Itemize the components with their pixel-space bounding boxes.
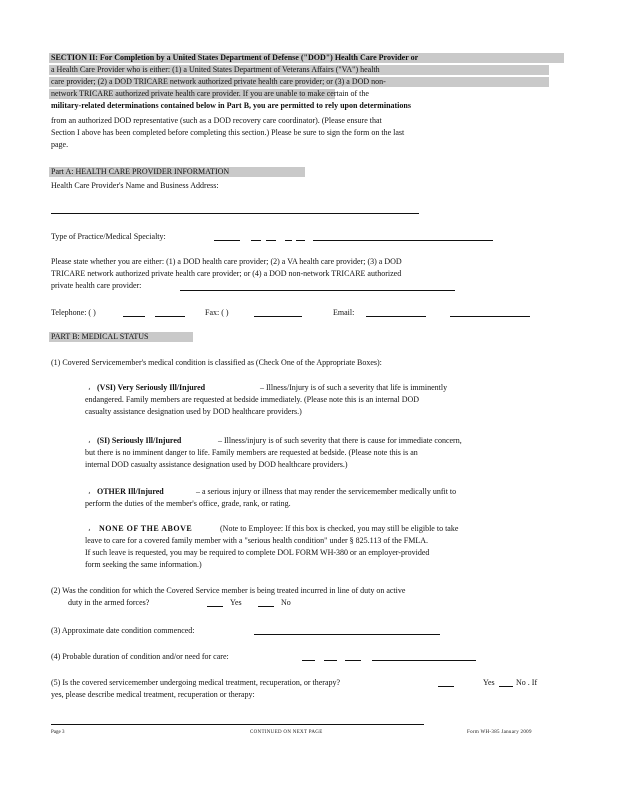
q4-duration-field[interactable] [302, 660, 315, 661]
fax-field[interactable] [254, 316, 302, 317]
vsi-text: – Illness/Injury is of such a severity that life is imminently [260, 383, 448, 392]
telephone-label: Telephone: ( ) [51, 308, 96, 317]
provider-type-question: TRICARE network authorized private health care provider; or (4) a DOD non-network TRICARE authorized [51, 269, 402, 278]
practice-specialty-label: Type of Practice/Medical Specialty: [51, 232, 166, 241]
none-text: If such leave is requested, you may be required to complete DOL FORM WH-380 or an employer-provided [85, 548, 430, 557]
question-4: (4) Probable duration of condition and/or need for care: [51, 652, 229, 661]
vsi-text: endangered. Family members are requested at bedside immediately. (Please note this is an internal DOD [85, 395, 420, 404]
none-text: form seeking the same information.) [85, 560, 202, 569]
si-text: internal DOD casualty assistance designation used by DOD healthcare providers.) [85, 460, 348, 469]
question-1: (1) Covered Servicemember's medical condition is classified as (Check One of the Appropriate Boxes): [51, 358, 382, 367]
q2-no-field[interactable] [258, 606, 274, 607]
q4-duration-field[interactable] [324, 660, 337, 661]
none-text: leave to care for a covered family member with a "serious health condition" under § 825.113 of the FMLA. [85, 536, 429, 545]
footer-form-id: Form WH-385 January 2009 [467, 730, 532, 735]
provider-type-question: private health care provider: [51, 281, 142, 290]
question-5: (5) Is the covered servicemember undergoing medical treatment, recuperation, or therapy? [51, 678, 341, 687]
other-checkbox[interactable]: ¸ [88, 485, 91, 494]
section2-line: from an authorized DOD representative (such as a DOD recovery care coordinator). (Please ensure that [51, 116, 382, 125]
provider-type-question: Please state whether you are either: (1) a DOD health care provider; (2) a VA health care provider; (3) a DOD [51, 257, 402, 266]
footer-continued: CONTINUED ON NEXT PAGE [250, 730, 323, 735]
q3-date-field[interactable] [254, 634, 440, 635]
vsi-title: (VSI) Very Seriously Ill/Injured [97, 383, 206, 392]
q4-duration-field[interactable] [345, 660, 361, 661]
section2-line: Section I above has been completed before completing this section.) Please be sure to sign the form on the last [51, 128, 405, 137]
practice-specialty-field[interactable] [285, 240, 292, 241]
q2-no-label: No [281, 598, 291, 607]
section2-line: network TRICARE authorized private health care provider. If you are unable to make certain of the [51, 89, 369, 98]
question-5: yes, please describe medical treatment, recuperation or therapy: [51, 690, 255, 699]
practice-specialty-field[interactable] [214, 240, 240, 241]
q5-blank-field[interactable] [438, 686, 454, 687]
si-title: (SI) Seriously Ill/Injured [97, 436, 182, 445]
practice-specialty-field[interactable] [251, 240, 261, 241]
provider-type-field[interactable] [180, 290, 455, 291]
question-2: duty in the armed forces? [68, 598, 150, 607]
email-label: Email: [333, 308, 355, 317]
telephone-field[interactable] [155, 316, 185, 317]
telephone-field[interactable] [123, 316, 145, 317]
q2-yes-label: Yes [230, 598, 242, 607]
part-a-heading: Part A: HEALTH CARE PROVIDER INFORMATION [49, 167, 305, 177]
q4-duration-field[interactable] [372, 660, 476, 661]
q5-no-label: No . If [516, 678, 538, 687]
none-text: (Note to Employee: If this box is checked, you may still be eligible to take [220, 524, 459, 533]
practice-specialty-field[interactable] [266, 240, 276, 241]
provider-name-address-field[interactable] [51, 213, 419, 214]
footer-page-number: Page 3 [51, 730, 65, 735]
vsi-text: casualty assistance designation used by DOD healthcare providers.) [85, 407, 302, 416]
none-checkbox[interactable]: ¸ [88, 522, 91, 531]
question-3: (3) Approximate date condition commenced: [51, 626, 195, 635]
email-field[interactable] [450, 316, 530, 317]
none-title: NONE OF THE ABOVE [99, 524, 193, 533]
practice-specialty-field[interactable] [296, 240, 305, 241]
practice-specialty-field[interactable] [313, 240, 493, 241]
q2-yes-field[interactable] [207, 606, 223, 607]
part-b-heading: PART B: MEDICAL STATUS [49, 332, 193, 342]
other-title: OTHER Ill/Injured [97, 487, 164, 496]
vsi-checkbox[interactable]: ¸ [88, 381, 91, 390]
si-text: – Illness/injury is of such severity that there is cause for immediate concern, [218, 436, 462, 445]
other-text: perform the duties of the member's office, grade, rank, or rating. [85, 499, 291, 508]
q5-description-field[interactable] [51, 724, 424, 725]
email-field[interactable] [366, 316, 426, 317]
q5-yes-label: Yes [483, 678, 495, 687]
si-text: but there is no imminent danger to life. Family members are requested at bedside. (Please note this is an [85, 448, 418, 457]
section2-line: care provider; (2) a DOD TRICARE network authorized private health care provider; or (3) a DOD non- [49, 77, 549, 87]
section2-line: page. [51, 140, 69, 149]
si-checkbox[interactable]: ¸ [88, 434, 91, 443]
section2-title: SECTION II: For Completion by a United States Department of Defense ("DOD") Health Care Provider or [49, 53, 564, 63]
fax-label: Fax: ( ) [205, 308, 229, 317]
provider-name-address-label: Health Care Provider's Name and Business Address: [51, 181, 219, 190]
section2-line: military-related determinations contained below in Part B, you are permitted to rely upon determinations [51, 101, 411, 110]
question-2: (2) Was the condition for which the Covered Service member is being treated incurred in line of duty on active [51, 586, 406, 595]
section2-line: a Health Care Provider who is either: (1) a United States Department of Veterans Affairs ("VA") health [49, 65, 549, 75]
other-text: – a serious injury or illness that may render the servicemember medically unfit to [196, 487, 457, 496]
q5-yes-field[interactable] [499, 686, 513, 687]
